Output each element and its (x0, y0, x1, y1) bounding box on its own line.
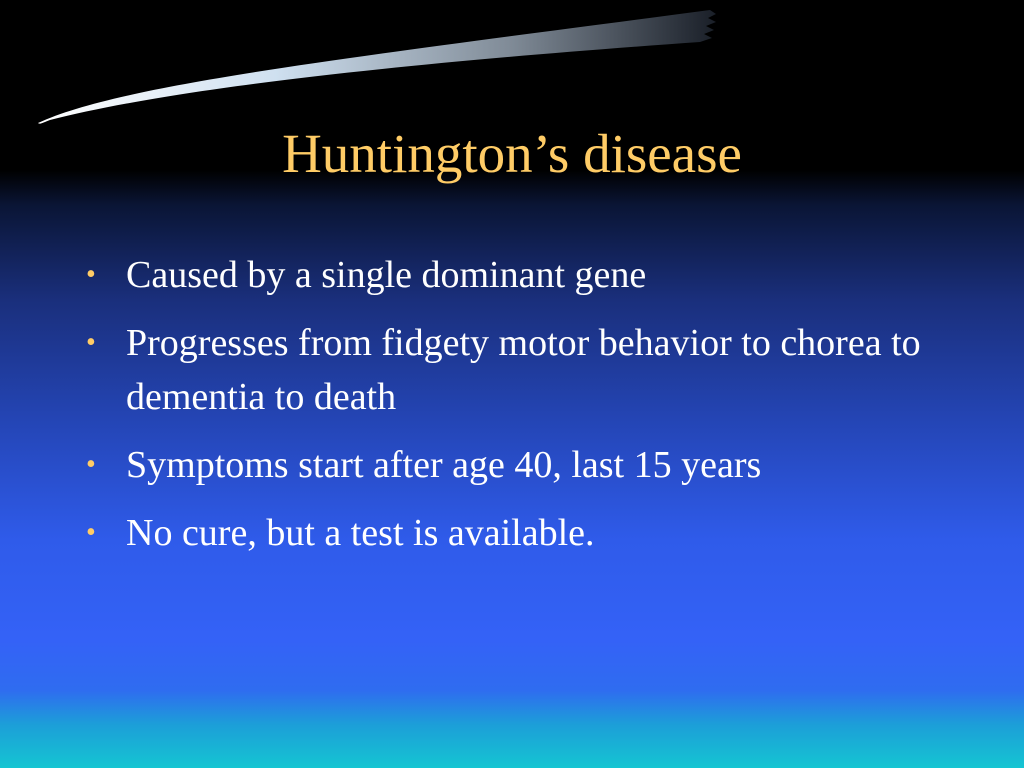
bullet-text: Caused by a single dominant gene (126, 254, 647, 296)
bullet-item (80, 506, 940, 560)
bullet-list (80, 248, 940, 574)
bullet-item (80, 248, 940, 302)
bullet-icon: • (86, 327, 96, 358)
slide-title: Huntington’s disease (282, 123, 742, 184)
bullet-text: No cure, but a test is available. (126, 512, 595, 554)
bullet-text: Symptoms start after age 40, last 15 years (126, 444, 762, 486)
bullet-item (80, 316, 940, 424)
bullet-icon: • (86, 449, 96, 480)
bullet-icon: • (86, 259, 96, 290)
bullet-item (80, 438, 940, 492)
bullet-text: Progresses from fidgety motor behavior to chorea to dementia to death (126, 322, 921, 418)
bullet-icon: • (86, 517, 96, 548)
